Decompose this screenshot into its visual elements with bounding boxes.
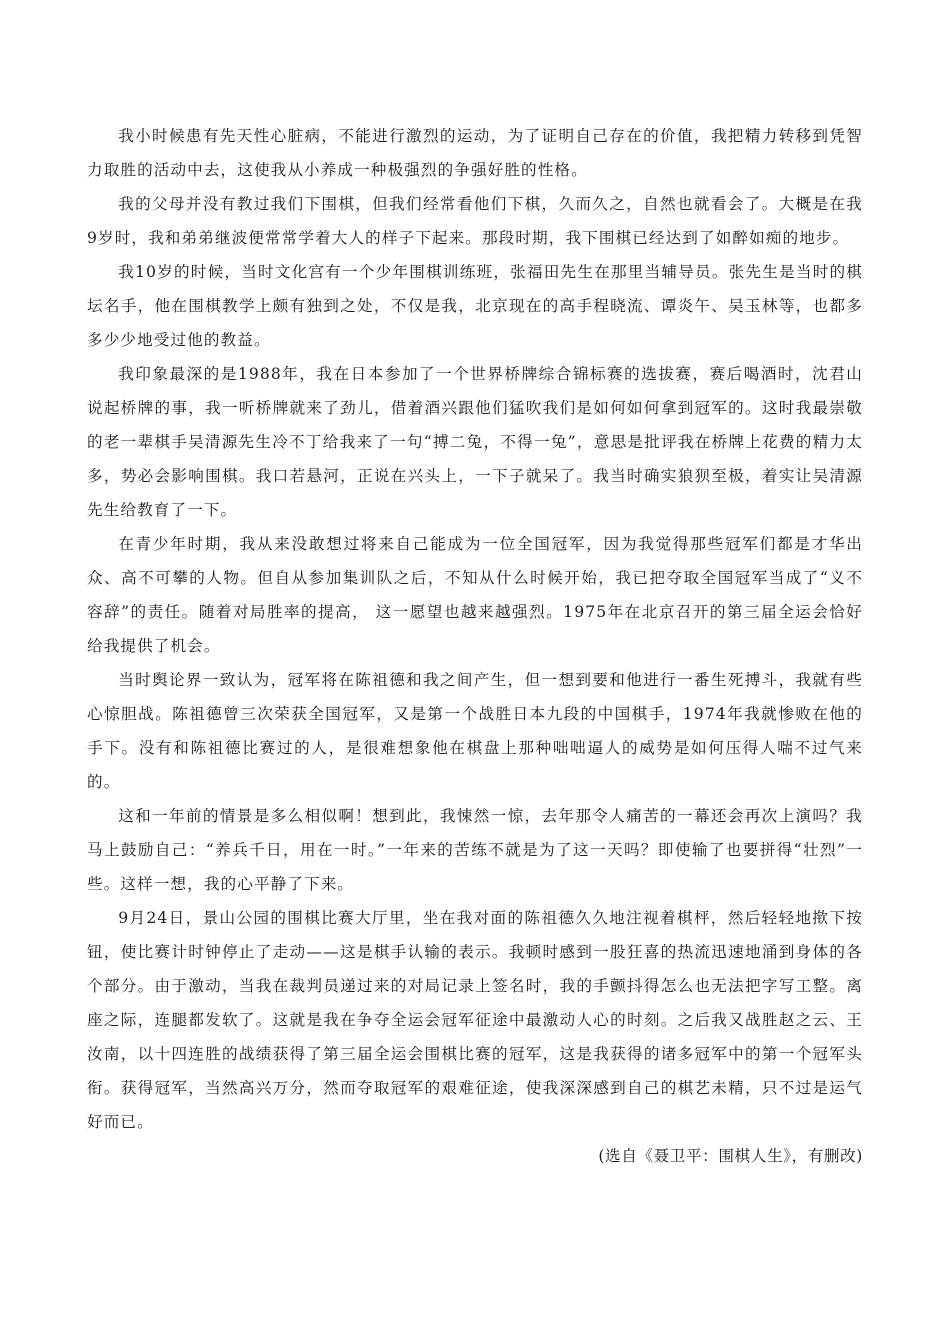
- article-body: [87, 119, 863, 1173]
- paragraph-4: 我印象最深的是1988年，我在日本参加了一个世界桥牌综合锦标赛的选拔赛，赛后喝酒时，沈君山说起桥牌的事，我一听桥牌就来了劲儿，借着酒兴跟他们猛吹我们是如何如何拿到冠军的。这时我最崇敬的老一辈棋手吴清源先生冷不丁给我来了一句“搏二兔，不得一兔”，意思是批评我在桥牌上花费的精力太多，势必会影响围棋。我口若悬河，正说在兴头上，一下子就呆了。我当时确实狼狈至极，着实让吴清源先生给教育了一下。: [87, 365, 863, 519]
- source-note: (选自《聂卫平：围棋人生》，有删改): [598, 1147, 863, 1165]
- paragraph-8: 9月24日，景山公园的围棋比赛大厅里，坐在我对面的陈祖德久久地注视着棋枰，然后轻轻地揿下按钮，使比赛计时钟停止了走动——这是棋手认输的表示。我顿时感到一股狂喜的热流迅速地涌到身体的各个部分。由于激动，当我在裁判员递过来的对局记录上签名时，我的手颤抖得怎么也无法把字写工整。离座之际，连腿都发软了。这就是我在争夺全运会冠军征途中最激动人心的时刻。之后我又战胜赵之云、王汝南，以十四连胜的战绩获得了第三届全运会围棋比赛的冠军，这是我获得的诸多冠军中的第一个冠军头衔。获得冠军，当然高兴万分，然而夺取冠军的艰难征途，使我深深感到自己的棋艺未精，只不过是运气好而已。: [87, 909, 863, 1131]
- paragraph-2: 我的父母并没有教过我们下围棋，但我们经常看他们下棋，久而久之，自然也就看会了。大概是在我9岁时，我和弟弟继波便常常学着大人的样子下起来。那段时期，我下围棋已经达到了如醉如痴的地步。: [87, 195, 863, 247]
- paragraph-3: 我10岁的时候，当时文化宫有一个少年围棋训练班，张福田先生在那里当辅导员。张先生是当时的棋坛名手，他在围棋教学上颇有独到之处，不仅是我，北京现在的高手程晓流、谭炎午、吴玉林等，也都多多少少地受过他的教益。: [87, 263, 863, 349]
- paragraph-1: 我小时候患有先天性心脏病，不能进行激烈的运动，为了证明自己存在的价值，我把精力转移到凭智力取胜的活动中去，这使我从小养成一种极强烈的争强好胜的性格。: [87, 127, 863, 179]
- paragraph-7: 这和一年前的情景是多么相似啊！想到此，我悚然一惊，去年那令人痛苦的一幕还会再次上演吗？我马上鼓励自己：“养兵千日，用在一时。”一年来的苦练不就是为了这一天吗？即使输了也要拼得“壮烈”一些。这样一想，我的心平静了下来。: [87, 807, 863, 893]
- paragraph-5: 在青少年时期，我从来没敢想过将来自己能成为一位全国冠军，因为我觉得那些冠军们都是才华出众、高不可攀的人物。但自从参加集训队之后，不知从什么时候开始，我已把夺取全国冠军当成了“义不容辞”的责任。随着对局胜率的提高， 这一愿望也越来越强烈。1975年在北京召开的第三届全运会恰好给我提供了机会。: [87, 535, 863, 655]
- paragraph-6: 当时舆论界一致认为，冠军将在陈祖德和我之间产生，但一想到要和他进行一番生死搏斗，我就有些心惊胆战。陈祖德曾三次荣获全国冠军，又是第一个战胜日本九段的中国棋手，1974年我就惨败在他的手下。没有和陈祖德比赛过的人，是很难想象他在棋盘上那种咄咄逼人的威势是如何压得人喘不过气来的。: [87, 671, 863, 791]
